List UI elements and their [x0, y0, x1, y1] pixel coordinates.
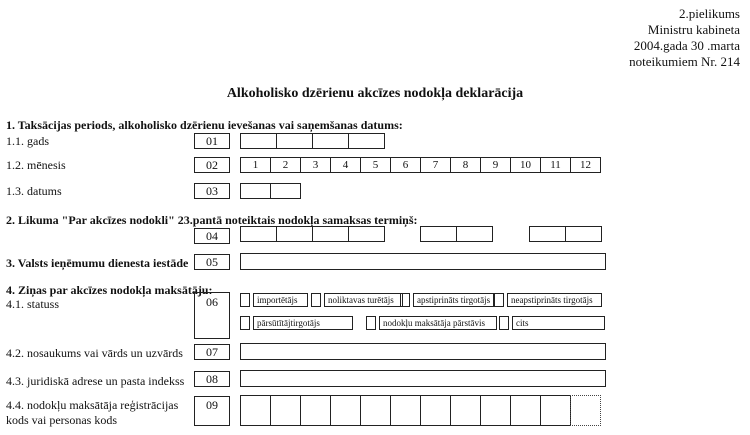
reg-digit-cell[interactable] [450, 395, 481, 426]
status-code: 06 [194, 292, 230, 339]
term-year-digit-1[interactable] [240, 226, 277, 242]
year-digit-3[interactable] [312, 133, 349, 149]
year-digit-1[interactable] [240, 133, 277, 149]
status-option-warehouse-keeper[interactable]: noliktavas turētājs [311, 293, 403, 307]
address-label: 4.3. juridiskā adrese un pasta indekss [6, 374, 185, 388]
month-cell[interactable]: 2 [270, 157, 301, 173]
reg-digit-cell-optional[interactable] [570, 395, 601, 426]
month-cell[interactable]: 5 [360, 157, 391, 173]
checkbox[interactable] [494, 293, 504, 307]
reg-digit-cell[interactable] [510, 395, 541, 426]
term-year-digit-4[interactable] [348, 226, 385, 242]
checkbox[interactable] [240, 316, 250, 330]
status-option-importer[interactable]: importētājs [240, 293, 308, 307]
tax-office-code: 05 [194, 254, 230, 270]
month-selector[interactable] [240, 157, 601, 173]
reg-digit-cell[interactable] [330, 395, 361, 426]
reg-digit-cell[interactable] [390, 395, 421, 426]
checkbox[interactable] [240, 293, 250, 307]
month-cell[interactable]: 6 [390, 157, 421, 173]
month-cell[interactable]: 10 [510, 157, 541, 173]
cabinet-name: Ministru kabineta [647, 22, 740, 37]
year-field[interactable] [240, 133, 385, 149]
name-label: 4.2. nosaukums vai vārds un uzvārds [6, 346, 183, 360]
appendix-number: 2.pielikums [678, 6, 740, 21]
year-code: 01 [194, 133, 230, 149]
year-digit-2[interactable] [276, 133, 313, 149]
term-day-digit-2[interactable] [565, 226, 602, 242]
month-cell[interactable]: 4 [330, 157, 361, 173]
month-cell[interactable]: 12 [570, 157, 601, 173]
regulation-date: 2004.gada 30 .marta [633, 38, 740, 53]
status-option-other[interactable]: cits [499, 316, 605, 330]
month-cell[interactable]: 11 [540, 157, 571, 173]
month-cell[interactable]: 7 [420, 157, 451, 173]
regulation-number: noteikumiem Nr. 214 [629, 54, 740, 69]
date-field[interactable] [240, 183, 301, 199]
term-day-digit-1[interactable] [529, 226, 566, 242]
tax-office-field[interactable] [240, 253, 606, 270]
checkbox[interactable] [499, 316, 509, 330]
month-cell[interactable]: 8 [450, 157, 481, 173]
checkbox[interactable] [311, 293, 321, 307]
registration-code: 09 [194, 396, 230, 426]
status-option-unregistered-trader[interactable]: neapstiprināts tirgotājs [494, 293, 602, 307]
name-code: 07 [194, 344, 230, 360]
year-label: 1.1. gads [6, 134, 49, 148]
date-digit-2[interactable] [270, 183, 301, 199]
term-month-digit-2[interactable] [456, 226, 493, 242]
term-month-digit-1[interactable] [420, 226, 457, 242]
name-field[interactable] [240, 343, 606, 360]
registration-label-line1: 4.4. nodokļu maksātāja reģistrācijas [6, 398, 179, 412]
status-label: 4.1. statuss [6, 297, 60, 311]
address-code: 08 [194, 371, 230, 387]
month-label: 1.2. mēnesis [6, 158, 66, 172]
payment-term-code: 04 [194, 228, 230, 244]
reg-digit-cell[interactable] [300, 395, 331, 426]
month-cell[interactable]: 3 [300, 157, 331, 173]
term-year-digit-2[interactable] [276, 226, 313, 242]
month-cell[interactable]: 1 [240, 157, 271, 173]
year-digit-4[interactable] [348, 133, 385, 149]
address-field[interactable] [240, 370, 606, 387]
section1-heading: 1. Taksācijas periods, alkoholisko dzērienu ievešanas vai saņemšanas datums: [6, 118, 403, 132]
registration-field[interactable] [240, 395, 601, 426]
checkbox[interactable] [366, 316, 376, 330]
registration-label-line2: kods vai personas kods [6, 413, 117, 427]
term-year-digit-3[interactable] [312, 226, 349, 242]
appendix-header [629, 6, 740, 70]
reg-digit-cell[interactable] [270, 395, 301, 426]
month-code: 02 [194, 157, 230, 173]
status-option-registered-trader[interactable]: apstiprināts tirgotājs [400, 293, 494, 307]
reg-digit-cell[interactable] [240, 395, 271, 426]
section3-heading: 3. Valsts ieņēmumu dienesta iestāde [6, 256, 189, 270]
section4-heading: 4. Ziņas par akcīzes nodokļa maksātāju: [6, 283, 213, 297]
reg-digit-cell[interactable] [360, 395, 391, 426]
date-digit-1[interactable] [240, 183, 271, 199]
reg-digit-cell[interactable] [540, 395, 571, 426]
status-option-tax-representative[interactable]: nodokļu maksātāja pārstāvis [366, 316, 497, 330]
section2-heading: 2. Likuma "Par akcīzes nodokli" 23.pantā noteiktais nodokļa samaksas termiņš: [6, 213, 418, 227]
date-code: 03 [194, 183, 230, 199]
page-title: Alkoholisko dzērienu akcīzes nodokļa deklarācija [226, 86, 524, 101]
month-cell[interactable]: 9 [480, 157, 511, 173]
payment-term-month[interactable] [420, 226, 493, 242]
checkbox[interactable] [400, 293, 410, 307]
payment-term-year[interactable] [240, 226, 385, 242]
payment-term-day[interactable] [529, 226, 602, 242]
reg-digit-cell[interactable] [420, 395, 451, 426]
reg-digit-cell[interactable] [480, 395, 511, 426]
date-label: 1.3. datums [6, 184, 62, 198]
status-option-forwarding-trader[interactable]: pārsūtītājtirgotājs [240, 316, 353, 330]
